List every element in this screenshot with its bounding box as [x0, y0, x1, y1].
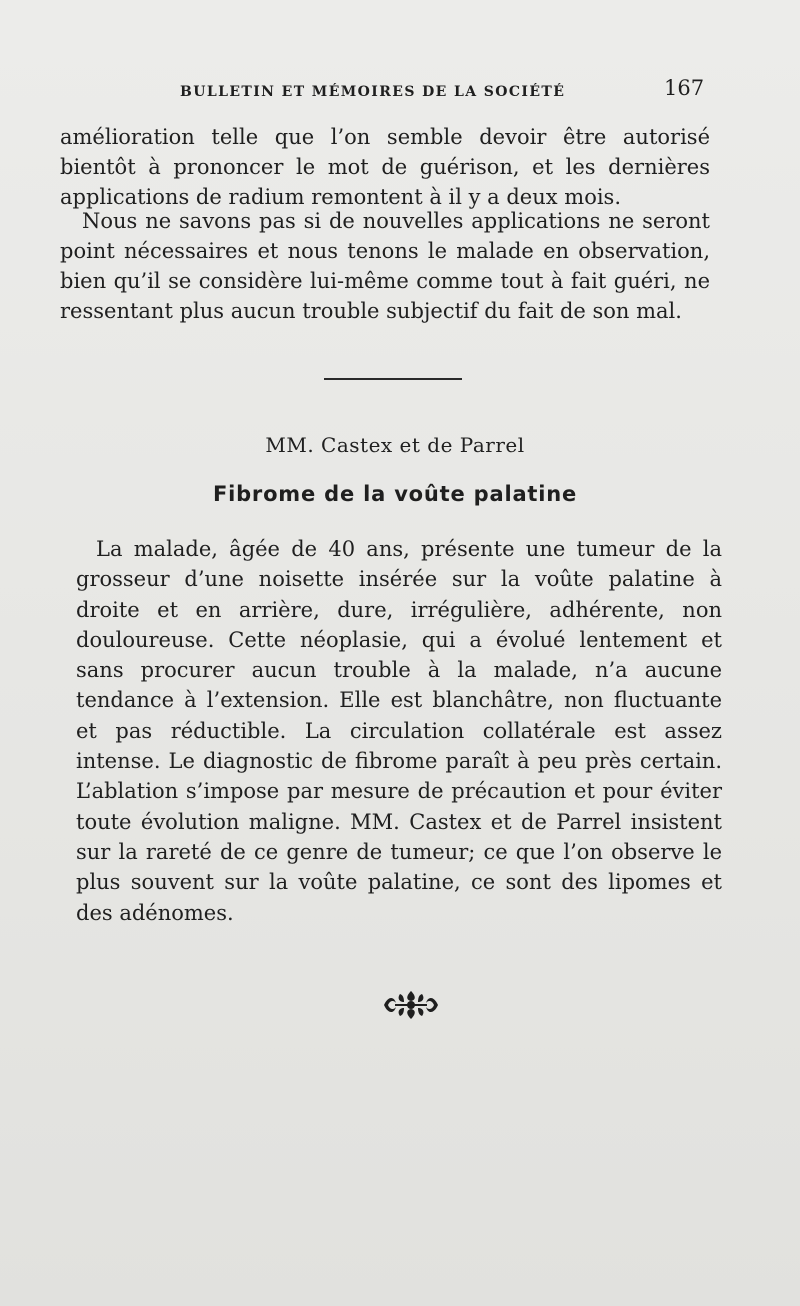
running-title: BULLETIN ET MÉMOIRES DE LA SOCIÉTÉ: [180, 84, 566, 100]
paragraph-continuation: amélioration telle que l’on semble devoir être autorisé bientôt à prononcer le mot de guérison, et les dernières applications de radium remontent à il y a deux mois.: [60, 125, 710, 209]
article-body: La malade, âgée de 40 ans, présente une tumeur de la grosseur d’une noisette insérée sur la voûte palatine à droite et en arrière, dure, irrégulière, adhérente, non douloureuse. Cette néoplasie, qui a évolué lentement et sans procurer aucun trouble à la malade, n’a aucune tendance à l’extension. Elle est blanchâtre, non fluctuante et pas réductible. La circulation collatérale est assez intense. Le diagnostic de fibrome paraît à peu près certain. L’ablation s’impose par mesure de précaution et pour éviter toute évolution maligne. MM. Castex et de Parrel insistent sur la rareté de ce genre de tumeur; ce que l’on observe le plus souvent sur la voûte palatine, ce sont des lipomes et des adénomes.: [76, 537, 722, 925]
article-title: Fibrome de la voûte palatine: [212, 482, 578, 506]
fleuron-ornament-icon: [380, 988, 442, 1022]
article-authors: MM. Castex et de Parrel: [265, 433, 525, 457]
section-divider: [324, 378, 462, 380]
page-number: 167: [664, 76, 705, 100]
paragraph-observation: Nous ne savons pas si de nouvelles applications ne seront point nécessaires et nous tenons le malade en observation, bien qu’il se considère lui-même comme tout à fait guéri, ne ressentant plus aucun trouble subjectif du fait de son mal.: [60, 209, 710, 323]
